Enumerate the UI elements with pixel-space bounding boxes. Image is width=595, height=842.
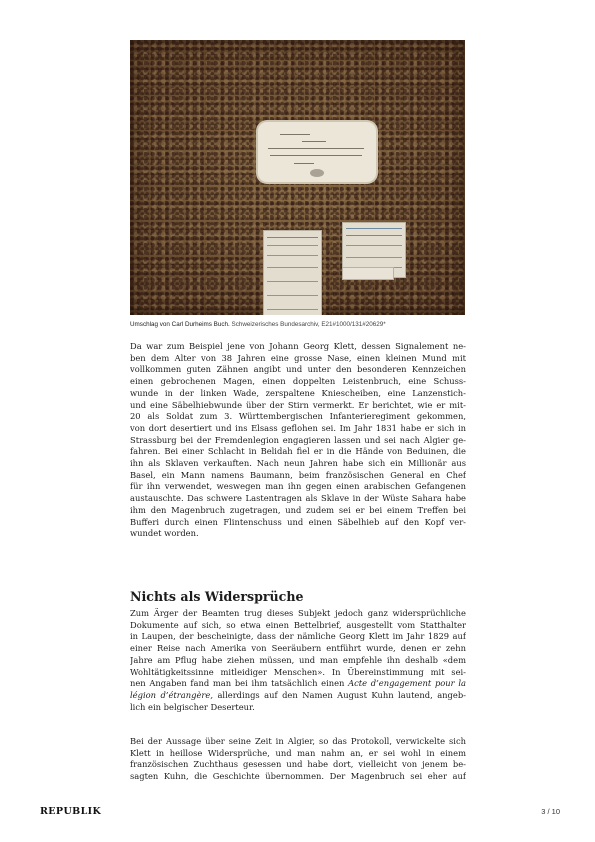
text-line: vollkommen guten Zähnen angibt und unter den besonderen Kennzeichen	[130, 364, 466, 375]
text-line: Bufferi durch einen Flintenschuss und einen Säbelhieb auf den Kopf ver-	[130, 516, 466, 527]
paragraph-3	[130, 736, 466, 783]
text-line: Bei der Aussage über seine Zeit in Algier, so das Protokoll, verwickelte sich	[130, 736, 466, 746]
section-heading: Nichts als Widersprüche	[130, 589, 304, 604]
text-line: ihm den Magenbruch zugetragen, und zudem sei er bei einem Treffen bei	[130, 504, 466, 515]
paragraph-2	[130, 608, 466, 713]
text-line: von dort desertiert und ins Elsass geflohen sei. Im Jahr 1831 habe er sich in	[130, 422, 466, 433]
text-line: Wohltätigkeitssinne mitleidiger Menschen». In Übereinstimmung mit sei-	[130, 666, 466, 677]
text-line: austauschte. Das schwere Lastentragen als Sklave in der Wüste Sahara habe	[130, 493, 466, 504]
text-line: Basel, ein Mann namens Baumann, beim französischen General en Chef	[130, 469, 466, 480]
text-line: fahren. Bei einer Schlacht in Belidah fiel er in die Hände von Beduinen, die	[130, 446, 466, 457]
text-line: 20 als Soldat zum 3. Württembergischen Infanterieregiment gekommen,	[130, 411, 466, 422]
text-line: lich ein belgischer Deserteur.	[130, 701, 255, 712]
archive-stamp-left	[263, 230, 322, 315]
text-line: Dokumente auf sich, so etwa einen Bettelbrief, ausgestellt vom Statthalter	[130, 619, 466, 630]
text-line: ihn als Sklaven verkauften. Nach neun Jahren habe sich ein Millionär aus	[130, 458, 466, 469]
text-line: Da war zum Beispiel jene von Johann Georg Klett, dessen Signalement ne-	[130, 341, 466, 351]
text-line: französischen Zuchthaus gesessen und habe dort, vielleicht von jenem be-	[130, 759, 466, 770]
text-line: Strassburg bei der Fremdenlegion engagieren lassen und sei nach Algier ge-	[130, 434, 466, 445]
text-line: für ihn verwendet, weswegen man ihn gegen einen arabischen Gefangenen	[130, 481, 466, 492]
text-line: Klett in heillose Widersprüche, und man nahm an, er sei wohl in einem	[130, 747, 466, 758]
text-line-mixed	[130, 678, 466, 690]
text-line: in Laupen, der bescheinigte, dass der nämliche Georg Klett im Jahr 1829 auf	[130, 631, 466, 642]
text-line: wundet worden.	[130, 528, 199, 539]
text-line: ben dem Alter von 38 Jahren eine grosse Nase, einen kleinen Mund mit	[130, 352, 466, 363]
caption-source: Schweizerisches Bundesarchiv, E21#1000/131#20629*	[231, 321, 386, 328]
paragraph-1	[130, 341, 466, 540]
italic-phrase: légion d’étrangère,	[130, 689, 213, 700]
text-line: wunde in der linken Wade, zerspaltene Kniescheiben, eine Lanzenstich-	[130, 387, 466, 398]
book-cover-photo	[130, 40, 465, 315]
text-line: einen gebrochenen Magen, einen doppelten Leistenbruch, eine Schuss-	[130, 376, 466, 387]
republik-logo: REPUBLIK	[40, 806, 102, 817]
text-line: einer Reise nach Amerika von Seeräubern entführt wurde, denen er zehn	[130, 643, 466, 654]
page-number: 3 / 10	[541, 807, 560, 816]
text-span: nen Angaben fand man bei ihm tatsächlich einen	[130, 678, 349, 689]
text-line: sagten Kuhn, die Geschichte übernommen. Der Magenbruch sei eher auf	[130, 771, 466, 782]
archive-stamp-small	[342, 267, 394, 280]
italic-phrase: Acte d’engagement pour la	[348, 678, 466, 689]
text-line: und eine Säbelhiebwunde über der Stirn vermerkt. Er berichtet, wie er mit-	[130, 399, 466, 410]
figure-caption	[130, 321, 470, 328]
caption-title: Umschlag von Carl Durheims Buch.	[130, 321, 230, 328]
text-span: allerdings auf den Namen August Kuhn lautend, angeb-	[212, 689, 466, 700]
text-line: Jahre am Pflug habe ziehen müssen, und man empfehle ihn deshalb «dem	[130, 654, 466, 665]
text-line-mixed	[130, 690, 466, 702]
text-line: Zum Ärger der Beamten trug dieses Subjekt jedoch ganz widersprüchliche	[130, 608, 466, 618]
cover-title-label	[258, 122, 376, 182]
